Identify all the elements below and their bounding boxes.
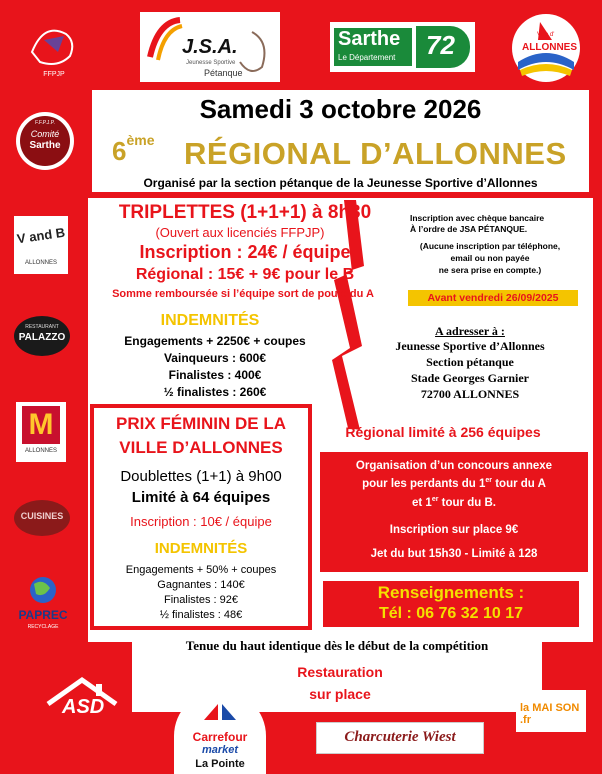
maison-text: la MAI SON .fr — [520, 702, 580, 726]
mcdonalds-sub: ALLONNES — [24, 448, 57, 454]
annexe-line3-sup: er — [431, 496, 439, 503]
cheque-line1: Inscription avec chèque bancaire — [410, 213, 545, 223]
annexe-line3 — [320, 496, 588, 509]
triplettes-indemnite-2: Finalistes : 400€ — [168, 368, 262, 382]
feminin-title-1: PRIX FÉMININ DE LA — [115, 414, 286, 433]
feminin-indemnite-1: Gagnantes : 140€ — [157, 579, 245, 591]
carrefour-logo — [174, 690, 266, 774]
triplettes-title: TRIPLETTES (1+1+1) à 8h30 — [118, 202, 372, 223]
annexe-line2b: tour du A — [492, 477, 546, 490]
no-phone-line3: ne sera prise en compte.) — [438, 265, 542, 275]
renseignements-phone: Tél : 06 76 32 10 17 — [378, 605, 524, 622]
allonnes-logo — [512, 14, 580, 82]
cuisines-text: CUISINES — [20, 511, 64, 521]
asd-text: ASD — [62, 696, 105, 718]
rooster-icon — [14, 12, 94, 80]
triplettes-inscription: Inscription : 24€ / équipe — [139, 242, 351, 262]
wiest-logo — [316, 722, 484, 754]
paprec-text: PAPREC — [18, 608, 68, 622]
asd-logo — [40, 674, 124, 722]
triplettes-indemnite-0: Engagements + 2250€ + coupes — [124, 334, 306, 348]
allonnes-text: ALLONNES — [522, 42, 577, 53]
jsa-logo — [140, 12, 280, 82]
regional-limit: Régional limité à 256 équipes — [345, 424, 541, 440]
paprec-globe-icon — [14, 574, 72, 606]
organizer-line: Organisé par la section pétanque de la Jeunesse Sportive d’Allonnes — [143, 176, 538, 190]
address-line-3: 72700 ALLONNES — [420, 387, 520, 401]
sarthe-logo — [330, 22, 475, 72]
feminin-limit: Limité à 64 équipes — [131, 489, 271, 506]
renseignements-title: Renseignements : — [377, 583, 525, 602]
annexe-line2 — [320, 477, 588, 490]
tenue-line: Tenue du haut identique dès le début de la compétition — [185, 638, 489, 653]
cuisines-logo — [14, 500, 70, 536]
svg-text:FFPJP: FFPJP — [43, 71, 65, 78]
vandb-logo — [14, 216, 68, 274]
event-name: RÉGIONAL D’ALLONNES — [184, 136, 567, 171]
triplettes-open: (Ouvert aux licenciés FFPJP) — [155, 225, 325, 240]
vandb-sub: ALLONNES — [24, 260, 57, 266]
sarthe-sub: Le Département — [338, 53, 396, 62]
event-date: Samedi 3 octobre 2026 — [199, 94, 482, 124]
annexe-line2a: pour les perdants du 1 — [362, 477, 486, 490]
carrefour-market: market — [201, 744, 239, 756]
allonnes-small: Ville d' — [537, 32, 555, 38]
triplettes-indemnites-title: INDEMNITÉS — [160, 312, 260, 329]
jsa-petanque: Pétanque — [204, 68, 243, 78]
restauration-line1: Restauration — [297, 664, 383, 680]
wiest-text: Charcuterie Wiest — [344, 729, 456, 745]
edition-sup: ème — [126, 132, 155, 148]
feminin-indemnite-0: Engagements + 50% + coupes — [125, 564, 277, 576]
address-line-2: Stade Georges Garnier — [411, 371, 529, 385]
maison-logo — [516, 690, 586, 732]
feminin-title-2: VILLE D’ALLONNES — [119, 438, 283, 457]
cheque-line2: À l’ordre de JSA PÉTANQUE. — [410, 224, 528, 234]
address-line-0: Jeunesse Sportive d’Allonnes — [395, 339, 545, 353]
feminin-indemnite-2: Finalistes : 92€ — [164, 594, 238, 606]
no-phone-line1: (Aucune inscription par téléphone, — [419, 241, 561, 251]
carrefour-text: Carrefour — [192, 730, 248, 744]
vandb-text: V and B — [15, 224, 67, 247]
ffpjp-text: F.F.P.J.P. — [35, 120, 55, 126]
sarthe-badge-text: Sarthe — [29, 140, 61, 151]
feminin-indemnites-title: INDEMNITÉS — [154, 540, 248, 557]
top-logo-left — [14, 12, 94, 80]
annexe-inscription: Inscription sur place 9€ — [389, 524, 519, 536]
paprec-logo — [14, 574, 72, 634]
carrefour-sub: La Pointe — [195, 758, 245, 770]
mcdonalds-logo — [16, 402, 66, 462]
header-box — [88, 86, 593, 196]
palazzo-logo — [14, 316, 70, 356]
triplettes-indemnite-3: ½ finalistes : 260€ — [163, 385, 267, 399]
feminin-indemnite-3: ½ finalistes : 48€ — [159, 609, 243, 621]
address-title: A adresser à : — [435, 324, 505, 338]
annexe-line2-sup: er — [485, 477, 493, 484]
triplettes-regional: Régional : 15€ + 9€ pour le B — [135, 266, 355, 283]
triplettes-indemnite-1: Vainqueurs : 600€ — [163, 351, 267, 365]
annexe-line3b: tour du B. — [438, 496, 496, 509]
sarthe-title: Sarthe — [338, 28, 401, 50]
paprec-sub: RECYCLAGE — [27, 624, 59, 630]
sarthe-number: 72 — [426, 30, 455, 60]
annexe-line1: Organisation d’un concours annexe — [355, 460, 553, 472]
edition-number — [112, 132, 155, 167]
feminin-doublettes: Doublettes (1+1) à 9h00 — [120, 468, 282, 485]
deadline: Avant vendredi 26/09/2025 — [408, 290, 578, 306]
jsa-title: J.S.A. — [182, 36, 238, 58]
edition-num: 6 — [112, 136, 127, 166]
annexe-jet: Jet du but 15h30 - Limité à 128 — [370, 548, 538, 560]
annexe-line3a: et 1 — [412, 496, 432, 509]
feminin-inscription: Inscription : 10€ / équipe — [130, 514, 272, 529]
no-phone-line2: email ou non payée — [450, 253, 530, 263]
address-line-1: Section pétanque — [426, 355, 514, 369]
palazzo-top: RESTAURANT — [25, 324, 59, 330]
jsa-subtitle: Jeunesse Sportive — [186, 60, 236, 66]
carrefour-emblem-icon — [174, 690, 266, 730]
palazzo-text: PALAZZO — [18, 332, 66, 343]
mcdonalds-arches-icon: M — [28, 408, 54, 441]
comite-text: Comité — [30, 129, 60, 139]
ffpjp-sarthe-logo — [16, 112, 74, 170]
triplettes-refund: Somme remboursée si l’équipe sort de poule du A — [112, 288, 374, 300]
restauration-line2: sur place — [309, 686, 371, 702]
